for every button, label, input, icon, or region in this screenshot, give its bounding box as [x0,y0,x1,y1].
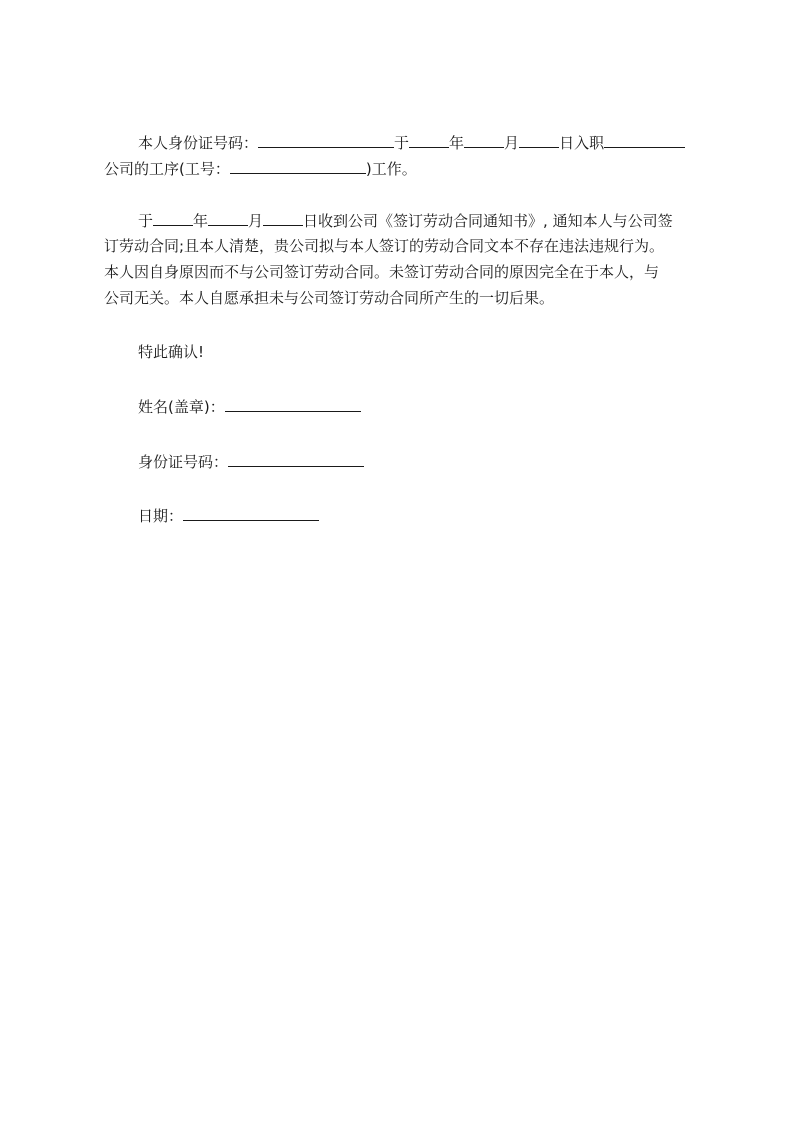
confirm-text: 特此确认! [138,343,205,361]
date-blank [183,505,319,521]
id-blank [228,451,364,467]
name-label: 姓名(盖章)： [138,398,225,416]
text-yue-2: 月 [248,212,264,230]
para2-line1-rest: 日收到公司《签订劳动合同通知书》, 通知本人与公司签 [303,212,673,230]
text-nian-2: 年 [193,212,209,230]
name-line [138,396,361,417]
year-blank-2 [153,210,193,226]
day-blank-2 [263,210,303,226]
process-lead-text: 公司的工序(工号： [104,160,230,178]
process-tail-text: )工作。 [365,160,417,178]
id-number-blank [258,132,394,148]
text-yu-2: 于 [138,212,154,230]
year-blank [409,132,449,148]
text-ri-ruzhi: 日入职 [559,134,605,152]
month-blank [464,132,504,148]
id-number-label: 本人身份证号码： [138,134,259,152]
day-blank [519,132,559,148]
employee-number-blank [230,158,366,174]
para2-line2: 订劳动合同;且本人清楚，贵公司拟与本人签订的劳动合同文本不存在违法违规行为。 [104,237,665,255]
para2-line3: 本人因自身原因而不与公司签订劳动合同。未签订劳动合同的原因完全在于本人，与 [104,263,660,281]
name-blank [225,396,361,412]
id-label: 身份证号码： [138,453,229,471]
para1-line1 [138,132,685,153]
text-nian: 年 [449,134,465,152]
date-label: 日期： [138,507,184,525]
para2-line1 [138,210,673,231]
id-line [138,451,364,472]
month-blank-2 [208,210,248,226]
text-yue: 月 [504,134,520,152]
date-line [138,505,319,526]
company-blank [604,132,685,148]
para1-line2 [104,158,417,179]
text-yu: 于 [394,134,410,152]
para2-line4: 公司无关。本人自愿承担未与公司签订劳动合同所产生的一切后果。 [104,289,555,307]
